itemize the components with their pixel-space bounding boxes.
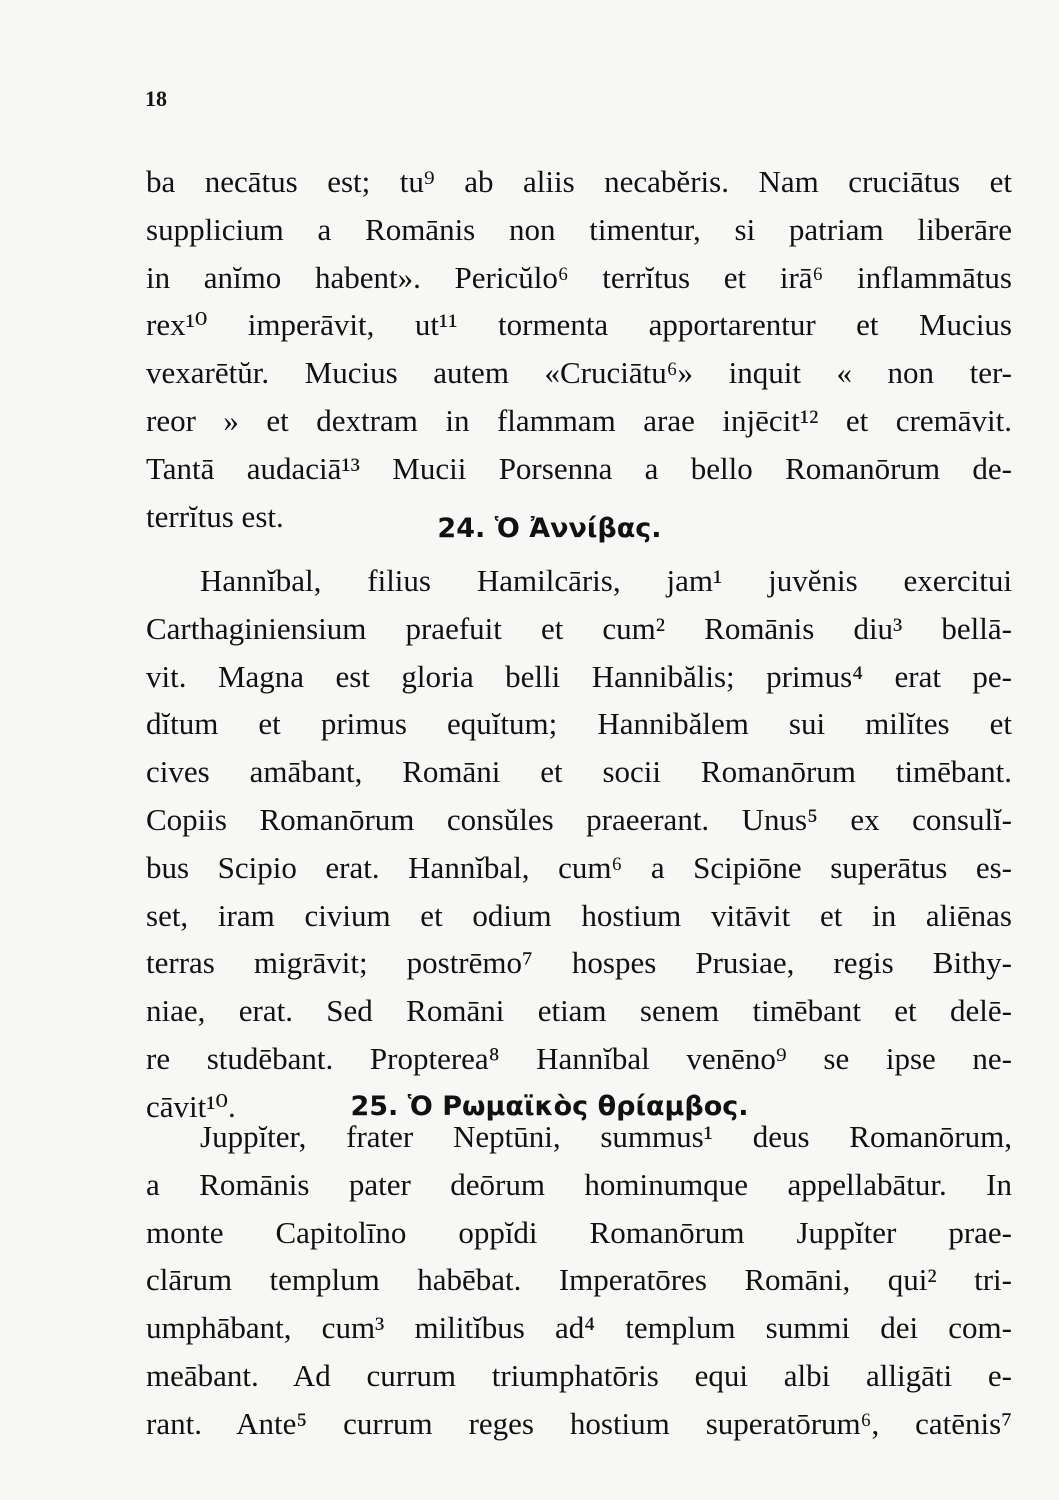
text-block-lesson-24 [146, 557, 1012, 1131]
lesson-24-heading [0, 509, 1059, 549]
page-number: 18 [145, 86, 167, 111]
text-block-lesson-25 [146, 1113, 1012, 1448]
text-line: clārum templum habēbat. Imperatōres Romāni, qui² tri- [146, 1262, 1012, 1298]
text-line: supplicium a Romānis non timentur, si patriam liberāre [146, 211, 1012, 247]
text-line: Tantā audaciā¹³ Mucii Porsenna a bello Romanōrum de- [146, 450, 1012, 486]
text-line: umphābant, cum³ militĭbus ad⁴ templum summi dei com- [146, 1310, 1012, 1346]
text-line: in anĭmo habent». Pericŭlo⁶ terrĭtus et irā⁶ inflammātus [146, 259, 1012, 295]
text-line: Juppĭter, frater Neptūni, summus¹ deus Romanōrum, [200, 1119, 1012, 1154]
text-line: dĭtum et primus equĭtum; Hannibălem sui milĭtes et [146, 706, 1012, 742]
text-line: Hannĭbal, filius Hamilcāris, jam¹ juvĕnis exercitui [200, 563, 1012, 598]
text-line: bus Scipio erat. Hannĭbal, cum⁶ a Scipiōne superātus es- [146, 849, 1012, 885]
text-line: ba necātus est; tu⁹ ab aliis necabĕris. Nam cruciātus et [146, 164, 1012, 199]
text-line: terras migrāvit; postrēmo⁷ hospes Prusiae, regis Bithy- [146, 945, 1012, 981]
text-line: set, iram civium et odium hostium vitāvit et in aliēnas [146, 897, 1012, 933]
text-line: a Romānis pater deōrum hominumque appellabātur. In [146, 1166, 1012, 1202]
text-line: cives amābant, Romāni et socii Romanōrum timēbant. [146, 754, 1012, 790]
text-line: vit. Magna est gloria belli Hannibălis; primus⁴ erat pe- [146, 658, 1012, 694]
text-line: cāvit¹⁰. [146, 1088, 236, 1124]
heading-text: 25. Ὁ Ρωμαϊκὸς θρίαμβος. [350, 1091, 749, 1122]
text-line: vexarētŭr. Mucius autem «Cruciātu⁶» inquit « non ter- [146, 355, 1012, 391]
text-line: rant. Ante⁵ currum reges hostium superatōrum⁶, catēnis⁷ [146, 1405, 1012, 1441]
text-block-previous-lesson [146, 158, 1012, 540]
text-line: meābant. Ad currum triumphatōris equi albi alligāti e- [146, 1357, 1012, 1393]
heading-text: 24. Ὁ Ἀννίβας. [437, 513, 662, 544]
text-line: Carthaginiensium praefuit et cum² Romānis diu³ bellā- [146, 610, 1012, 646]
text-line: monte Capitolīno oppĭdi Romanōrum Juppĭter prae- [146, 1214, 1012, 1250]
text-line: reor » et dextram in flammam arae injēcit¹² et cremāvit. [146, 402, 1012, 438]
text-line: niae, erat. Sed Romāni etiam senem timēbant et delē- [146, 993, 1012, 1029]
text-line: terrĭtus est. [146, 498, 284, 534]
text-line: Copiis Romanōrum consŭles praeerant. Unus⁵ ex consulĭ- [146, 801, 1012, 837]
text-line: rex¹⁰ imperāvit, ut¹¹ tormenta apportarentur et Mucius [146, 307, 1012, 343]
text-line: re studēbant. Propterea⁸ Hannĭbal venēno⁹ se ipse ne- [146, 1040, 1012, 1076]
